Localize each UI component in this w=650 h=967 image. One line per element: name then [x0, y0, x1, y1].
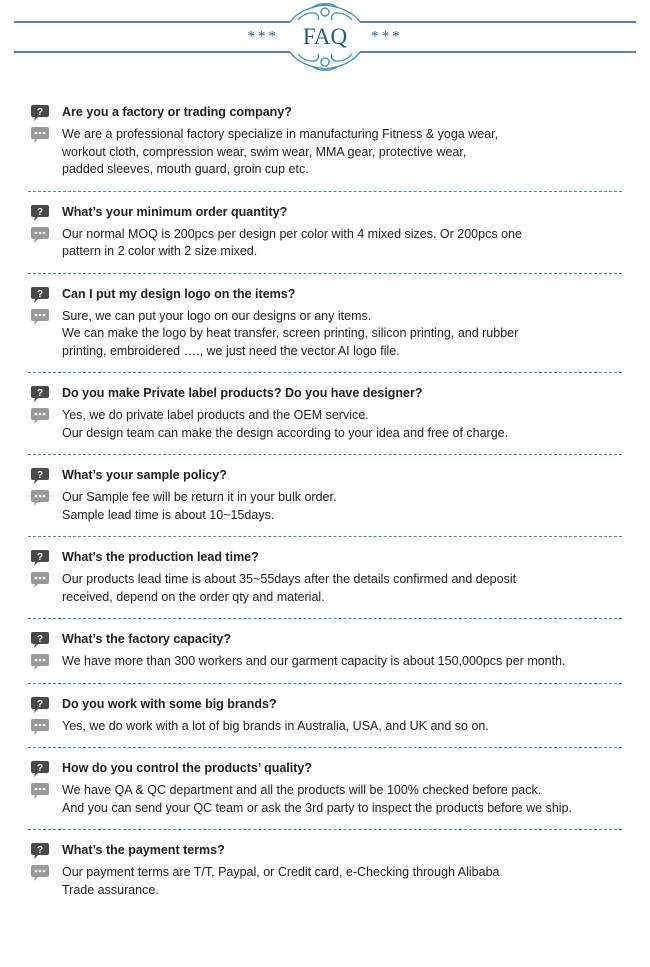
faq-divider	[28, 191, 622, 192]
faq-divider	[28, 829, 622, 830]
faq-question-row	[0, 760, 650, 776]
svg-text:?: ?	[36, 206, 44, 218]
faq-divider	[28, 618, 622, 619]
faq-question: How do you control the products’ quality?	[62, 761, 312, 775]
faq-divider	[28, 372, 622, 373]
svg-text:?: ?	[36, 107, 44, 118]
faq-item	[0, 631, 650, 683]
answer-bubble-icon	[30, 782, 50, 800]
faq-question: What’s your minimum order quantity?	[62, 204, 288, 219]
faq-question: What’s the payment terms?	[62, 843, 225, 857]
header-stars-left: ***	[247, 28, 279, 45]
faq-divider	[28, 747, 622, 748]
answer-bubble-icon	[30, 126, 50, 144]
faq-answer-row	[0, 308, 650, 373]
faq-question-row	[0, 467, 650, 483]
faq-answer: Our normal MOQ is 200pcs per design per color with 4 mixed sizes. Or 200pcs one pattern in 2 color with 2 size mixed.	[62, 226, 522, 258]
faq-divider	[28, 454, 622, 455]
faq-question: Are you a factory or trading company?	[62, 105, 292, 119]
faq-item	[0, 760, 650, 829]
faq-item	[0, 696, 650, 748]
answer-bubble-icon	[30, 864, 50, 882]
faq-question-row	[0, 842, 650, 858]
question-bubble-icon	[30, 760, 50, 778]
faq-answer-row	[0, 782, 650, 829]
faq-answer-row	[0, 571, 650, 618]
page-title: FAQ	[302, 24, 348, 49]
faq-answer-row	[0, 407, 650, 454]
faq-answer: Our products lead time is about 35~55days after the details confirmed and deposit received, depend on the order qty and material.	[62, 572, 517, 604]
bottom-ornament-icon	[290, 52, 360, 70]
question-bubble-icon	[30, 104, 50, 122]
faq-question: Do you make Private label products? Do you have designer?	[62, 386, 423, 400]
question-bubble-icon	[30, 286, 50, 304]
faq-answer-row	[0, 718, 650, 748]
faq-answer: Yes, we do work with a lot of big brands in Australia, USA, and UK and so on.	[62, 718, 489, 733]
faq-answer-row	[0, 226, 650, 273]
svg-text:?: ?	[36, 634, 44, 645]
faq-answer-row	[0, 864, 650, 911]
faq-question-row	[0, 286, 650, 302]
faq-item	[0, 467, 650, 536]
faq-question-row	[0, 549, 650, 565]
answer-bubble-icon	[30, 407, 50, 425]
faq-answer: We have QA & QC department and all the products will be 100% checked before pack. And you can send your QC team or ask the 3rd party to inspect the products before we ship.	[62, 783, 572, 815]
faq-answer-row	[0, 126, 650, 191]
faq-divider	[28, 273, 622, 274]
faq-item	[0, 385, 650, 454]
question-bubble-icon	[30, 467, 50, 485]
faq-item	[0, 842, 650, 911]
faq-divider	[28, 683, 622, 684]
svg-text:?: ?	[36, 288, 44, 300]
faq-divider	[28, 536, 622, 537]
question-bubble-icon	[30, 385, 50, 403]
svg-text:?: ?	[36, 552, 44, 563]
question-bubble-icon	[30, 631, 50, 649]
faq-answer: Our Sample fee will be return it in your bulk order. Sample lead time is about 10~15days.	[62, 490, 337, 522]
svg-text:?: ?	[36, 845, 44, 856]
faq-answer: Sure, we can put your logo on our designs or any items. We can make the logo by heat transfer, screen printing, silicon printing, and rubber printing, embroidered …., we just need the vector AI logo file.	[62, 308, 519, 358]
faq-answer-row	[0, 489, 650, 536]
faq-question: What’s your sample policy?	[62, 468, 227, 482]
faq-list	[0, 92, 650, 911]
faq-question-row	[0, 104, 650, 120]
faq-item	[0, 104, 650, 191]
answer-bubble-icon	[30, 571, 50, 589]
faq-item	[0, 286, 650, 373]
faq-question-row	[0, 631, 650, 647]
faq-item	[0, 204, 650, 273]
answer-bubble-icon	[30, 226, 50, 244]
svg-text:?: ?	[36, 698, 44, 710]
faq-answer: We have more than 300 workers and our garment capacity is about 150,000pcs per month.	[62, 654, 566, 668]
answer-bubble-icon	[30, 489, 50, 507]
faq-question-row	[0, 696, 650, 712]
faq-question-row	[0, 204, 650, 220]
faq-question: What’s the factory capacity?	[62, 632, 232, 646]
faq-answer: We are a professional factory specialize in manufacturing Fitness & yoga wear, workout cloth, compression wear, swim wear, MMA gear, protective wear, padded sleeves, mouth guard, groin cup etc.	[62, 127, 499, 176]
answer-bubble-icon	[30, 718, 50, 736]
faq-header	[0, 0, 650, 75]
question-bubble-icon	[30, 204, 50, 222]
header-stars-right: ***	[371, 28, 403, 45]
question-bubble-icon	[30, 842, 50, 860]
svg-text:?: ?	[36, 470, 44, 481]
svg-text:?: ?	[36, 388, 44, 399]
top-ornament-icon	[290, 4, 360, 22]
answer-bubble-icon	[30, 653, 50, 671]
faq-question: Can I put my design logo on the items?	[62, 286, 296, 301]
faq-item	[0, 549, 650, 618]
svg-text:?: ?	[36, 763, 44, 774]
answer-bubble-icon	[30, 308, 50, 326]
faq-answer: Our payment terms are T/T, Paypal, or Credit card, e-Checking through Alibaba Trade assurance.	[62, 865, 500, 897]
header-title-row	[0, 24, 650, 50]
question-bubble-icon	[30, 549, 50, 567]
faq-question-row	[0, 385, 650, 401]
faq-answer-row	[0, 653, 650, 683]
faq-answer: Yes, we do private label products and the OEM service. Our design team can make the design according to your idea and free of charge.	[62, 408, 509, 440]
faq-question: Do you work with some big brands?	[62, 696, 277, 711]
faq-question: What’s the production lead time?	[62, 550, 259, 564]
question-bubble-icon	[30, 696, 50, 714]
